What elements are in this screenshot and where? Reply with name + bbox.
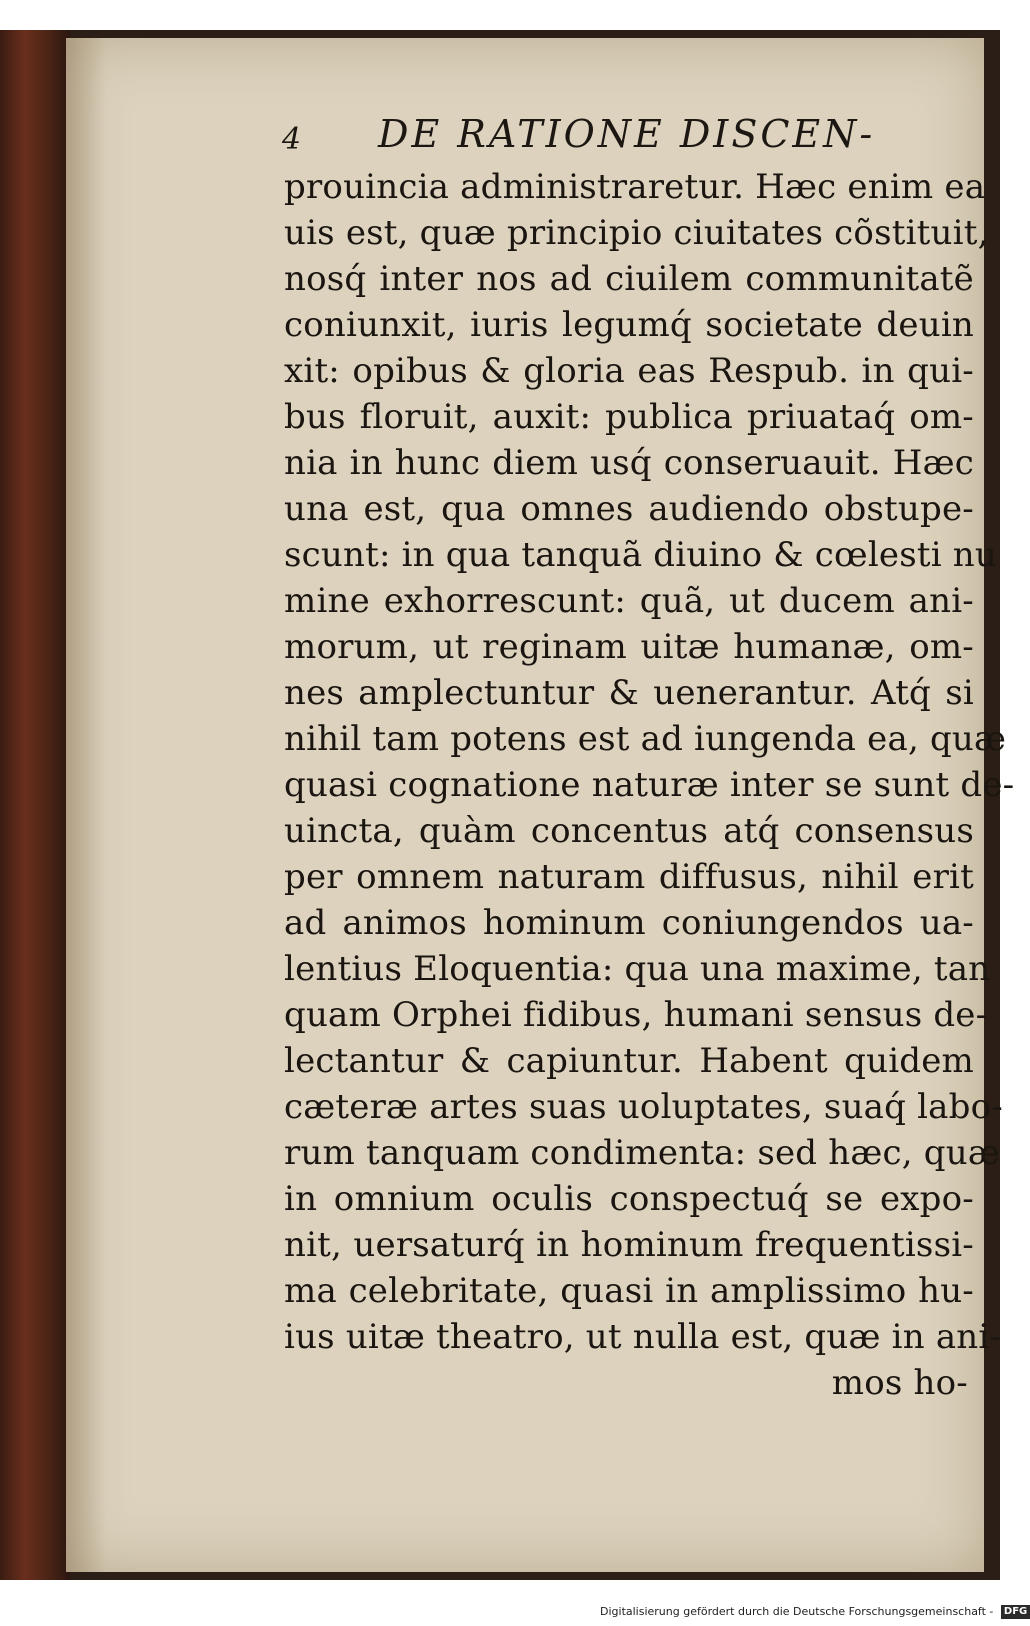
running-head bbox=[282, 112, 922, 162]
text-line: scunt: in qua tanquã diuino & cœlesti nu bbox=[284, 535, 998, 575]
text-line: mine exhorrescunt: quã, ut ducem ani- bbox=[284, 581, 974, 621]
text-line: in omnium oculis conspectuq́ se expo- bbox=[284, 1179, 974, 1219]
footer-credit-text: Digitalisierung gefördert durch die Deutsche Forschungsgemeinschaft - bbox=[600, 1605, 994, 1618]
catchword: mos ho- bbox=[831, 1363, 968, 1403]
text-line: nihil tam potens est ad iungenda ea, quæ bbox=[284, 719, 1007, 759]
text-line: prouincia administraretur. Hæc enim ea bbox=[284, 167, 986, 207]
text-line: coniunxit, iuris legumq́ societate deuin bbox=[284, 305, 974, 345]
text-line: rum tanquam condimenta: sed hæc, quæ bbox=[284, 1133, 1000, 1173]
text-line: uis est, quæ principio ciuitates cõstituit, bbox=[284, 213, 989, 253]
running-head-title: DE RATIONE DISCEN- bbox=[378, 112, 876, 156]
text-line: nes amplectuntur & uenerantur. Atq́ si bbox=[284, 673, 974, 713]
text-line: quasi cognatione naturæ inter se sunt de- bbox=[284, 765, 1015, 805]
text-line: xit: opibus & gloria eas Respub. in qui- bbox=[284, 351, 974, 391]
text-line: morum, ut reginam uitæ humanæ, om- bbox=[284, 627, 974, 667]
text-line: nia in hunc diem usq́ conseruauit. Hæc bbox=[284, 443, 974, 483]
text-line: lectantur & capiuntur. Habent quidem bbox=[284, 1041, 974, 1081]
text-line: lentius Eloquentia: qua una maxime, tan bbox=[284, 949, 991, 989]
text-line: cæteræ artes suas uoluptates, suaq́ labo- bbox=[284, 1087, 1003, 1127]
text-line: nit, uersaturq́ in hominum frequentissi- bbox=[284, 1225, 974, 1265]
text-line: uincta, quàm concentus atq́ consensus bbox=[284, 811, 974, 851]
page-gutter-shadow bbox=[66, 38, 106, 1572]
book-cover-edge bbox=[0, 30, 70, 1580]
text-line: bus floruit, auxit: publica priuataq́ om- bbox=[284, 397, 974, 437]
text-line: ma celebritate, quasi in amplissimo hu- bbox=[284, 1271, 974, 1311]
digitization-footer bbox=[600, 1601, 1028, 1623]
text-line: quam Orphei fidibus, humani sensus de- bbox=[284, 995, 988, 1035]
text-line: nosq́ inter nos ad ciuilem communitatẽ bbox=[284, 259, 974, 299]
text-line: ad animos hominum coniungendos ua- bbox=[284, 903, 974, 943]
text-line: per omnem naturam diffusus, nihil erit bbox=[284, 857, 974, 897]
dfg-logo-icon: DFG bbox=[1001, 1605, 1030, 1619]
text-line: ius uitæ theatro, ut nulla est, quæ in ani- bbox=[284, 1317, 1002, 1357]
body-text bbox=[284, 164, 1015, 1406]
page-number: 4 bbox=[282, 122, 302, 157]
text-line: una est, qua omnes audiendo obstupe- bbox=[284, 489, 974, 529]
